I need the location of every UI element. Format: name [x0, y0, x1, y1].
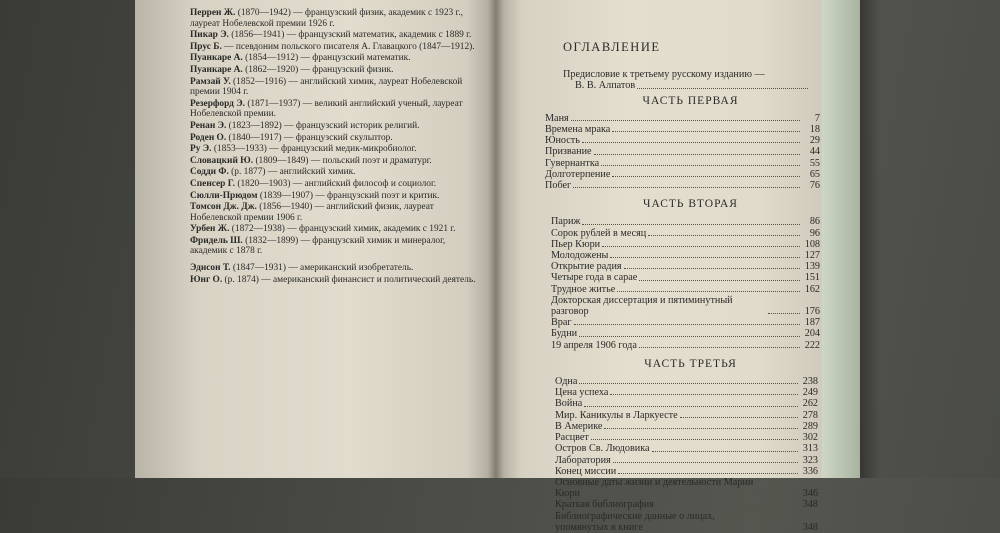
toc-label: Конец миссии	[555, 465, 617, 477]
toc-row	[555, 499, 828, 510]
toc-page: 262	[802, 398, 818, 410]
toc-label: Краткая библиография	[555, 499, 654, 511]
toc-page: 55	[809, 157, 820, 169]
toc-row	[545, 124, 828, 135]
dot-leader	[582, 142, 800, 143]
dot-leader	[610, 394, 798, 395]
index-entry: Сюлли-Прюдом (1839—1907) — французский поэт и критик.	[190, 190, 440, 201]
dot-leader	[582, 224, 800, 225]
toc-label: Времена мрака	[545, 124, 611, 136]
dot-leader	[594, 154, 800, 155]
toc-label: Париж	[551, 216, 581, 228]
index-entry: Перрен Ж. (1870—1942) — французский физик, академик с 1923 г., лауреат Нобелевской премии 1926 г.	[190, 8, 464, 29]
toc-row	[551, 272, 828, 283]
toc-row	[551, 317, 828, 328]
toc-label: Долготерпение	[545, 168, 611, 180]
toc-page: 151	[804, 272, 820, 284]
index-entry: Пикар Э. (1856—1941) — французский математик, академик с 1889 г.	[190, 30, 472, 41]
toc-page: 323	[802, 454, 818, 466]
toc-label: Цена успеха	[555, 387, 609, 399]
dot-leader	[648, 235, 800, 236]
index-entry: Словацкий Ю. (1809—1849) — польский поэт и драматург.	[190, 155, 432, 166]
toc-page: 139	[804, 261, 820, 273]
dot-leader	[610, 257, 800, 258]
toc-row	[551, 239, 828, 250]
dot-leader	[652, 451, 798, 452]
toc-label: Молодожены	[551, 250, 609, 262]
toc-page: 238	[802, 376, 818, 388]
toc-label: В. В. Алпатов	[575, 80, 636, 92]
toc-page: 222	[804, 339, 820, 351]
toc-label: Гувернантка	[545, 157, 600, 169]
index-entry: Эдисон Т. (1847—1931) — американский изобретатель.	[190, 263, 414, 274]
toc-label: Призвание	[545, 146, 592, 158]
toc-row	[551, 228, 828, 239]
cover-shadow	[860, 0, 880, 478]
toc-page: 348	[802, 499, 818, 511]
toc-page: 86	[809, 216, 820, 228]
toc-label: Маня	[545, 112, 569, 124]
toc-label: Расцвет	[555, 432, 589, 444]
toc-row	[555, 443, 828, 454]
dot-leader	[617, 291, 800, 292]
part-title: ЧАСТЬ ВТОРАЯ	[643, 198, 738, 211]
toc-row	[555, 432, 828, 443]
index-entry: Пуанкаре А. (1854—1912) — французский математик.	[190, 53, 411, 64]
dot-leader	[618, 473, 798, 474]
toc-label: В Америке	[555, 420, 603, 432]
toc-row	[555, 387, 828, 398]
dot-leader	[601, 165, 800, 166]
toc-page: 108	[804, 238, 820, 250]
index-entry: Юнг О. (р. 1874) — американский финансист и политический деятель.	[190, 274, 476, 285]
index-entry: Резерфорд Э. (1871—1937) — великий английский ученый, лауреат Нобелевской премии.	[190, 98, 463, 120]
toc-label: Библиографические данные о лицах, упомянутых в книге	[555, 510, 715, 533]
toc-page: 302	[802, 432, 818, 444]
toc-label: Четыре года в сарае	[551, 272, 638, 284]
toc-title: ОГЛАВЛЕНИЕ	[563, 40, 661, 54]
toc-row	[555, 376, 828, 387]
toc-row	[545, 180, 828, 191]
toc-row	[545, 158, 828, 169]
index-entry: Ру Э. (1853—1933) — французский медик-микробиолог.	[190, 144, 417, 155]
dot-leader	[602, 246, 800, 247]
toc-label: Враг	[551, 317, 572, 329]
dot-leader	[656, 507, 798, 508]
toc-row	[551, 284, 828, 295]
toc-page: 278	[802, 409, 818, 421]
toc-page: 44	[809, 146, 820, 158]
part-one-list	[545, 112, 828, 192]
toc-page: 249	[802, 387, 818, 399]
toc-label: Открытие радия	[551, 261, 622, 273]
toc-row	[563, 80, 828, 91]
toc-page: 7	[814, 112, 820, 124]
toc-row	[555, 398, 828, 409]
book-cover-edge	[822, 0, 860, 478]
index-entry: Спенсер Г. (1820—1903) — английский философ и социолог.	[190, 178, 437, 189]
index-entry: Содди Ф. (р. 1877) — английский химик.	[190, 167, 356, 178]
toc-row	[551, 216, 828, 227]
toc-page: 162	[804, 283, 820, 295]
dot-leader	[573, 187, 800, 188]
part-title: ЧАСТЬ ТРЕТЬЯ	[644, 357, 737, 370]
toc-row	[555, 466, 828, 477]
toc-label: Остров Св. Людовика	[555, 443, 650, 455]
dot-leader	[639, 280, 800, 281]
toc-label: Война	[555, 398, 583, 410]
toc-label: Пьер Кюри	[551, 238, 601, 250]
toc-page: 176	[804, 306, 820, 318]
toc-page: 29	[809, 135, 820, 147]
dot-leader	[579, 336, 800, 337]
dot-leader	[613, 462, 798, 463]
toc-label: Одна	[555, 376, 578, 388]
dot-leader	[612, 131, 800, 132]
toc-page: 65	[809, 168, 820, 180]
toc-label: 19 апреля 1906 года	[551, 339, 637, 351]
dot-leader	[772, 529, 798, 530]
toc-row	[551, 261, 828, 272]
toc-row	[545, 146, 828, 157]
dot-leader	[768, 313, 800, 314]
index-entry: Роден О. (1840—1917) — французский скульптор.	[190, 132, 393, 143]
index-entry: Фридель Ш. (1832—1899) — французский химик и минералог, академик с 1878 г.	[190, 235, 446, 257]
toc-row	[545, 135, 828, 146]
toc-row	[555, 477, 828, 499]
toc-page: 313	[802, 443, 818, 455]
toc-row	[545, 113, 828, 124]
toc-label: Основные даты жизни и деятельности Марии Кюри	[555, 476, 754, 500]
toc-page: 348	[802, 521, 818, 533]
dot-leader	[584, 406, 798, 407]
dot-leader	[757, 495, 798, 496]
toc-label: Докторская диссертация и пятиминутный разговор	[551, 294, 733, 318]
dot-leader	[579, 383, 798, 384]
index-entry: Рамзай У. (1852—1916) — английский химик, лауреат Нобелевской премии 1904 г.	[190, 76, 463, 98]
index-entry: Ренан Э. (1823—1892) — французский историк религий.	[190, 120, 420, 131]
index-entry: Томсон Дж. Дж. (1856—1940) — английский физик, лауреат Нобелевской премии 1906 г.	[190, 202, 434, 223]
toc-label: Сорок рублей в месяц	[551, 227, 647, 239]
toc-page: 346	[802, 488, 818, 500]
index-entry: Пуанкаре А. (1862—1920) — французский физик.	[190, 64, 394, 75]
index-entry: Прус Б. — псевдоним польского писателя А. Главацкого (1847—1912).	[190, 41, 475, 52]
toc-label: Юность	[545, 135, 580, 147]
toc-label: Лаборатория	[555, 454, 611, 466]
book-spine-shadow	[488, 0, 504, 478]
toc-row	[551, 340, 828, 351]
toc-label: Трудное житье	[551, 283, 616, 295]
toc-label: Будни	[551, 328, 578, 340]
left-book-page	[135, 0, 495, 478]
part-three-list	[555, 376, 828, 533]
dot-leader	[639, 347, 800, 348]
toc-page: 289	[802, 420, 818, 432]
toc-page: 187	[804, 317, 820, 329]
toc-row	[555, 511, 828, 533]
toc-page: 127	[804, 250, 820, 262]
toc-row	[551, 328, 828, 339]
right-book-page	[495, 0, 825, 533]
dot-leader	[624, 268, 800, 269]
part-title: ЧАСТЬ ПЕРВАЯ	[642, 94, 739, 107]
table-of-contents	[545, 40, 828, 533]
dot-leader	[604, 428, 798, 429]
toc-preface	[563, 69, 828, 91]
dot-leader	[591, 439, 798, 440]
toc-label: Побег	[545, 180, 572, 192]
dot-leader	[571, 120, 800, 121]
dot-leader	[680, 417, 798, 418]
toc-page: 204	[804, 328, 820, 340]
dot-leader	[637, 88, 808, 89]
index-entry: Урбен Ж. (1872—1938) — французский химик, академик с 1921 г.	[190, 224, 456, 235]
toc-row	[555, 455, 828, 466]
toc-row	[551, 250, 828, 261]
toc-row	[545, 169, 828, 180]
toc-page: 336	[802, 465, 818, 477]
part-two-list	[551, 216, 828, 351]
preface-line: Предисловие к третьему русскому изданию —	[563, 69, 765, 81]
toc-page: 96	[809, 227, 820, 239]
dot-leader	[574, 324, 800, 325]
dot-leader	[612, 176, 800, 177]
name-index	[190, 8, 480, 286]
toc-page: 18	[809, 124, 820, 136]
toc-row	[555, 421, 828, 432]
toc-row	[555, 410, 828, 421]
toc-page: 76	[809, 180, 820, 192]
toc-label: Мир. Каникулы в Ларкуесте	[555, 409, 678, 421]
toc-row	[551, 295, 828, 317]
